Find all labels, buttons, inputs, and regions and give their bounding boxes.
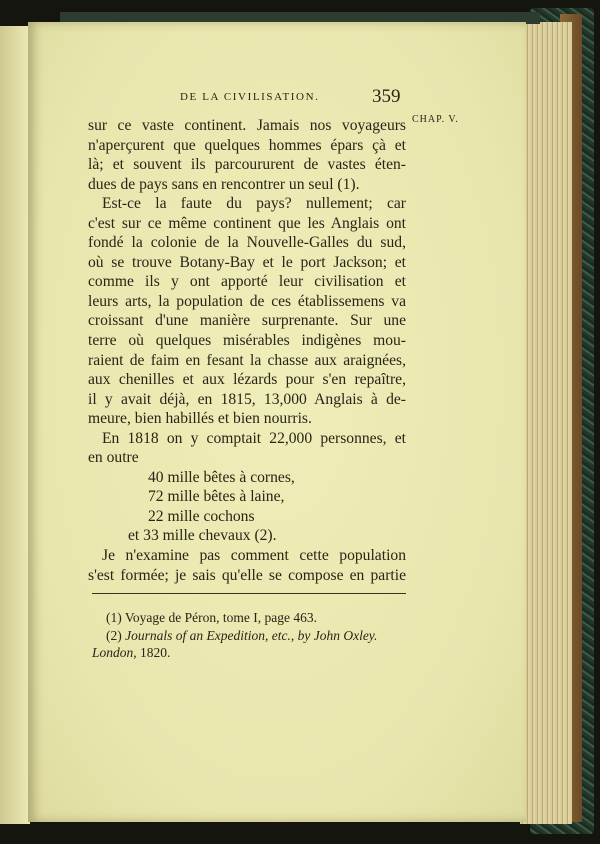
footnotes (92, 609, 404, 662)
text-line: Je n'examine pas comment cette population (102, 547, 406, 565)
text-line: raient de faim en fesant la chasse aux araignées, (88, 351, 406, 369)
footnote-2-year: 1820. (140, 645, 171, 660)
text-line: où se trouve Botany-Bay et le port Jackson; et (88, 253, 406, 271)
list-line: et 33 mille chevaux (2). (128, 527, 277, 545)
page-number: 359 (372, 86, 401, 107)
text-line: Est-ce la faute du pays? nullement; car (102, 195, 406, 213)
page-edges (520, 22, 572, 824)
footnote-2-title: Journals of an Expedition, etc., by John Oxley. (125, 627, 378, 643)
footnote-rule (92, 593, 406, 594)
footnote-2 (92, 627, 404, 645)
text-line: dues de pays sans en rencontrer un seul (1). (88, 175, 360, 193)
text-line: s'est formée; je sais qu'elle se compose en partie (88, 566, 406, 584)
text-line: il y avait déjà, en 1815, 13,000 Anglais à de- (88, 390, 406, 408)
text-line: c'est sur ce même continent que les Anglais ont (88, 214, 406, 232)
text-line: là; et souvent ils parcoururent de vastes éten- (88, 156, 406, 174)
text-line: meure, bien habillés et bien nourris. (88, 410, 312, 428)
text-line: en outre (88, 449, 139, 467)
body-text (88, 116, 406, 585)
footnote-1: (1) Voyage de Péron, tome I, page 463. (106, 610, 317, 625)
margin-chapter-note: CHAP. V. (412, 114, 459, 125)
text-line: comme ils y ont apporté leur civilisation et (88, 273, 406, 291)
footnote-2-place: London, (92, 645, 137, 660)
footnote-2-continued (92, 644, 404, 662)
running-title: DE LA CIVILISATION. (180, 91, 320, 103)
list-line: 22 mille cochons (148, 507, 255, 525)
text-line: leurs arts, la population de ces établissemens va (88, 292, 406, 310)
text-line: n'aperçurent que quelques hommes épars çà et (88, 136, 406, 154)
text-line: En 1818 on y comptait 22,000 personnes, et (102, 429, 406, 447)
list-line: 40 mille bêtes à cornes, (148, 468, 295, 486)
text-line: aux chenilles et aux lézards pour s'en repaître, (88, 371, 406, 389)
left-page-edge (0, 26, 30, 824)
text-line: fondé la colonie de la Nouvelle-Galles du sud, (88, 234, 406, 252)
text-line: croissant d'une manière surprenante. Sur une (88, 312, 406, 330)
text-line: terre où quelques misérables indigènes mou- (88, 332, 406, 350)
text-line: sur ce vaste continent. Jamais nos voyageurs (88, 117, 406, 134)
list-line: 72 mille bêtes à laine, (148, 488, 285, 506)
footnote-2-marker: (2) (106, 627, 122, 643)
